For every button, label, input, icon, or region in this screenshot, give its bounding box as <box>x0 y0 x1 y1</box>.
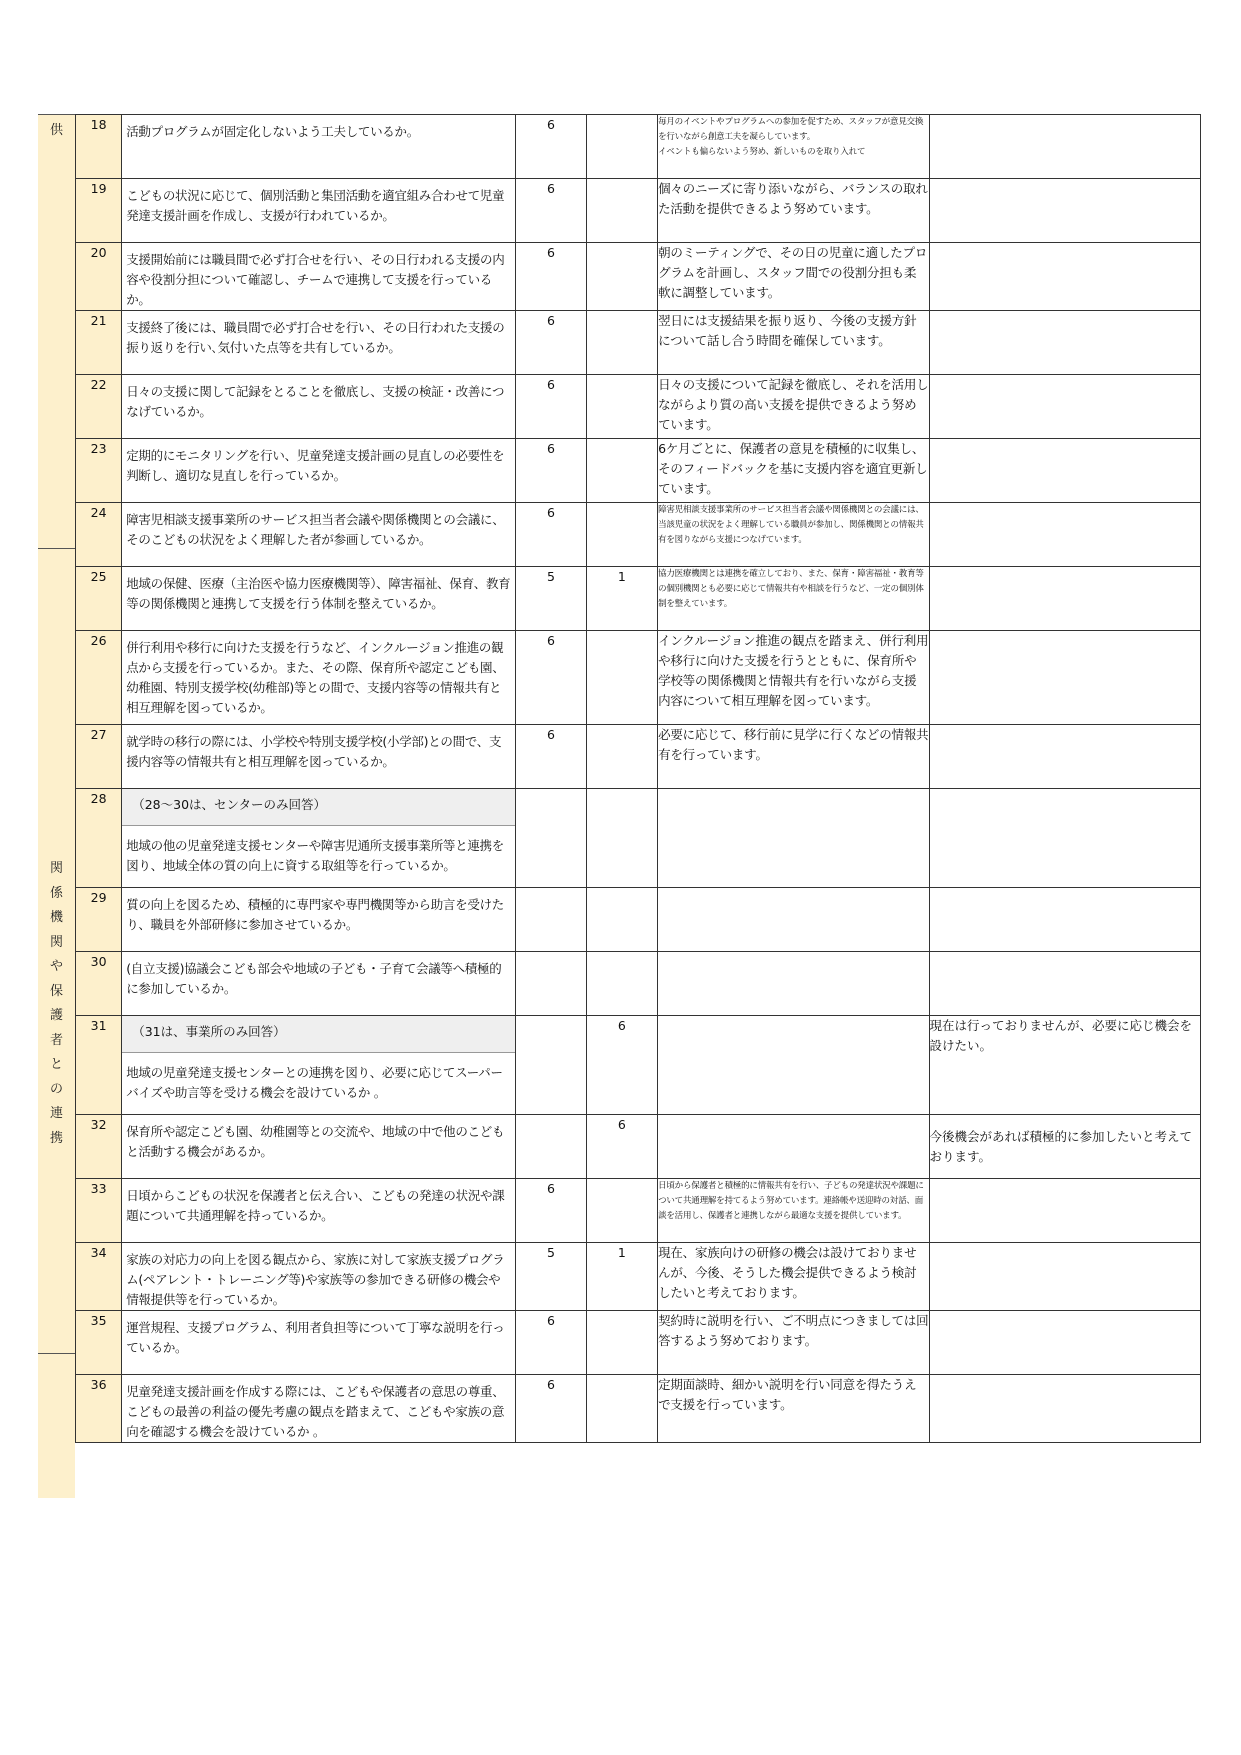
table-row <box>76 1311 1201 1375</box>
item-number: 34 <box>76 1243 122 1311</box>
no-count-value <box>587 311 657 315</box>
item-number: 28 <box>76 789 122 888</box>
comment-cell <box>658 1243 929 1311</box>
comment-text: 定期面談時、細かい説明を行い同意を得たうえで支援を行っています。 <box>658 1377 917 1412</box>
comment-cell <box>658 1311 929 1375</box>
no-count-value <box>587 1179 657 1183</box>
yes-count-value: 6 <box>547 245 555 260</box>
improvement-cell <box>929 503 1200 567</box>
improvement-cell <box>929 1243 1200 1311</box>
no-count <box>586 179 657 243</box>
table-row <box>76 725 1201 789</box>
no-count <box>586 503 657 567</box>
improvement-cell <box>929 1375 1200 1443</box>
answer-scope-note: （28～30は、センターのみ回答） <box>122 789 515 826</box>
table-row <box>76 179 1201 243</box>
comment-cell <box>658 375 929 439</box>
no-count-value <box>587 243 657 247</box>
improvement-cell <box>929 375 1200 439</box>
item-number: 20 <box>76 243 122 311</box>
comment-cell <box>658 503 929 567</box>
item-number: 21 <box>76 311 122 375</box>
yes-count-value: 6 <box>547 727 555 742</box>
question-cell <box>122 1375 516 1443</box>
no-count <box>586 1016 657 1115</box>
yes-count-value: 6 <box>547 377 555 392</box>
no-count-value <box>587 375 657 379</box>
yes-count-value: 6 <box>547 1181 555 1196</box>
improvement-cell <box>929 311 1200 375</box>
question-text: 地域の保健、医療（主治医や協力医療機関等）、障害福祉、保育、教育等の関係機関と連携して支援を行う体制を整えているか。 <box>126 576 511 611</box>
improvement-cell <box>929 1016 1200 1115</box>
question-cell <box>122 1243 516 1311</box>
yes-count-value: 5 <box>547 569 555 584</box>
no-count <box>586 1243 657 1311</box>
improvement-cell <box>929 631 1200 725</box>
question-cell <box>122 439 516 503</box>
table-row <box>76 1179 1201 1243</box>
table-row <box>76 952 1201 1016</box>
no-count <box>586 115 657 179</box>
question-cell <box>122 952 516 1016</box>
item-number: 29 <box>76 888 122 952</box>
no-count-value <box>587 503 657 507</box>
question-cell <box>122 375 516 439</box>
comment-text: 障害児相談支援事業所のサービス担当者会議や関係機関との会議には、当該児童の状況をよく理解している職員が参加し、関係機関との情報共有を図りながら支援につなげています。 <box>658 505 924 545</box>
comment-text: 日頃から保護者と積極的に情報共有を行い、子どもの発達状況や課題について共通理解を持てるよう努めています。連絡帳や送迎時の対話、面談を活用し、保護者と連携しながら最適な支援を提供しています。 <box>658 1181 924 1221</box>
question-cell <box>122 1311 516 1375</box>
table-row <box>76 1016 1201 1115</box>
question-cell <box>122 789 516 888</box>
question-cell <box>122 243 516 311</box>
no-count-value <box>587 888 657 892</box>
yes-count <box>516 631 586 725</box>
no-count-value <box>587 115 657 119</box>
question-text: 就学時の移行の際には、小学校や特別支援学校(小学部)との間で、支援内容等の情報共有と相互理解を図っているか。 <box>126 734 502 769</box>
question-text: 支援開始前には職員間で必ず打合せを行い、その日行われる支援の内容や役割分担について確認し、チームで連携して支援を行っているか。 <box>126 252 505 307</box>
answer-scope-note: （31は、事業所のみ回答） <box>122 1016 515 1053</box>
item-number: 27 <box>76 725 122 789</box>
yes-count-value: 6 <box>547 1377 555 1392</box>
question-cell <box>122 115 516 179</box>
comment-text: 個々のニーズに寄り添いながら、バランスの取れた活動を提供できるよう努めています。 <box>658 181 928 216</box>
question-text: 日頃からこどもの状況を保護者と伝え合い、こどもの発達の状況や課題について共通理解を持っているか。 <box>126 1188 505 1223</box>
table-row <box>76 567 1201 631</box>
comment-cell <box>658 952 929 1016</box>
no-count-value <box>587 1375 657 1379</box>
improvement-cell <box>929 1115 1200 1179</box>
category-column-provision <box>38 114 75 548</box>
yes-count-value: 6 <box>547 117 555 132</box>
no-count <box>586 1375 657 1443</box>
yes-count <box>516 888 586 952</box>
item-number: 18 <box>76 115 122 179</box>
no-count <box>586 631 657 725</box>
comment-cell <box>658 1016 929 1115</box>
no-count-value: 1 <box>617 1245 626 1260</box>
comment-text: 契約時に説明を行い、ご不明点につきましては回答するよう努めております。 <box>658 1313 929 1348</box>
item-number: 36 <box>76 1375 122 1443</box>
table-row <box>76 1243 1201 1311</box>
question-cell <box>122 1179 516 1243</box>
comment-cell <box>658 888 929 952</box>
question-text: 保育所や認定こども園、幼稚園等との交流や、地域の中で他のこどもと活動する機会があるか。 <box>126 1124 505 1159</box>
question-text: 家族の対応力の向上を図る観点から、家族に対して家族支援プログラム(ペアレント・トレーニング等)や家族等の参加できる研修の機会や情報提供等を行っているか。 <box>126 1252 505 1307</box>
category-label-cooperation-text: 関係機関や保護者との連携 <box>49 861 63 1146</box>
no-count-value <box>587 952 657 956</box>
question-text: (自立支援)協議会こども部会や地域の子ども・子育て会議等へ積極的に参加しているか。 <box>126 961 502 996</box>
yes-count-value: 6 <box>547 313 555 328</box>
item-number: 23 <box>76 439 122 503</box>
no-count-value <box>587 789 657 793</box>
comment-text: 必要に応じて、移行前に見学に行くなどの情報共有を行っています。 <box>658 727 929 762</box>
question-cell <box>122 1016 516 1115</box>
question-text: 地域の児童発達支援センターとの連携を図り、必要に応じてスーパーバイズや助言等を受ける機会を設けているか 。 <box>126 1065 503 1100</box>
yes-count <box>516 439 586 503</box>
question-text: 支援終了後には、職員間で必ず打合せを行い、その日行われた支援の振り返りを行い､気付いた点等を共有しているか。 <box>126 320 505 355</box>
comment-cell <box>658 311 929 375</box>
no-count <box>586 1311 657 1375</box>
comment-text: 現在、家族向けの研修の機会は設けておりませんが、今後、そうした機会提供できるよう検討したいと考えております。 <box>658 1245 917 1300</box>
comment-cell <box>658 243 929 311</box>
question-cell <box>122 631 516 725</box>
question-text: 運営規程、支援プログラム、利用者負担等について丁寧な説明を行っているか。 <box>126 1320 505 1355</box>
table-row <box>76 1375 1201 1443</box>
item-number: 25 <box>76 567 122 631</box>
yes-count-value: 6 <box>547 1313 555 1328</box>
improvement-cell <box>929 789 1200 888</box>
category-label-cooperation <box>38 857 75 1151</box>
evaluation-table-body <box>76 115 1201 1443</box>
question-text: 活動プログラムが固定化しないよう工夫しているか。 <box>126 124 419 139</box>
yes-count <box>516 1375 586 1443</box>
item-number: 26 <box>76 631 122 725</box>
yes-count <box>516 115 586 179</box>
no-count-value: 6 <box>617 1117 626 1132</box>
yes-count <box>516 1016 586 1115</box>
comment-cell <box>658 631 929 725</box>
improvement-cell <box>929 243 1200 311</box>
question-cell <box>122 311 516 375</box>
yes-count-value <box>516 952 585 956</box>
table-row <box>76 243 1201 311</box>
comment-cell <box>658 1375 929 1443</box>
improvement-cell <box>929 1179 1200 1243</box>
yes-count <box>516 789 586 888</box>
comment-cell <box>658 567 929 631</box>
yes-count <box>516 1243 586 1311</box>
comment-cell <box>658 789 929 888</box>
no-count-value: 1 <box>617 569 626 584</box>
yes-count-value <box>516 789 585 793</box>
no-count-value <box>587 1311 657 1315</box>
question-text: 質の向上を図るため、積極的に専門家や専門機関等から助言を受けたり、職員を外部研修に参加させているか。 <box>126 897 504 932</box>
item-number: 35 <box>76 1311 122 1375</box>
item-number: 33 <box>76 1179 122 1243</box>
no-count-value <box>587 631 657 635</box>
no-count <box>586 1179 657 1243</box>
question-cell <box>122 1115 516 1179</box>
question-text: こどもの状況に応じて、個別活動と集団活動を適宜組み合わせて児童発達支援計画を作成し、支援が行われているか。 <box>126 188 505 223</box>
yes-count <box>516 503 586 567</box>
question-cell <box>122 567 516 631</box>
question-text: 児童発達支援計画を作成する際には、こどもや保護者の意思の尊重、こどもの最善の利益の優先考慮の観点を踏まえて、こどもや家族の意向を確認する機会を設けているか 。 <box>126 1384 505 1439</box>
yes-count-value: 5 <box>547 1245 555 1260</box>
no-count-value: 6 <box>617 1018 626 1033</box>
improvement-cell <box>929 1311 1200 1375</box>
table-row <box>76 631 1201 725</box>
yes-count <box>516 311 586 375</box>
table-row <box>76 115 1201 179</box>
yes-count-value: 6 <box>547 181 555 196</box>
yes-count <box>516 243 586 311</box>
item-number: 32 <box>76 1115 122 1179</box>
category-column-explanation <box>38 1353 75 1498</box>
table-row <box>76 439 1201 503</box>
question-cell <box>122 888 516 952</box>
comment-cell <box>658 115 929 179</box>
no-count <box>586 243 657 311</box>
improvement-text: 今後機会があれば積極的に参加したいと考えております。 <box>929 1129 1193 1164</box>
no-count <box>586 725 657 789</box>
comment-text: 6ケ月ごとに、保護者の意見を積極的に収集し、そのフィードバックを基に支援内容を適宜更新しています。 <box>658 441 928 496</box>
table-row <box>76 1115 1201 1179</box>
comment-cell <box>658 725 929 789</box>
item-number: 19 <box>76 179 122 243</box>
question-text: 地域の他の児童発達支援センターや障害児通所支援事業所等と連携を図り、地域全体の質の向上に資する取組等を行っているか。 <box>126 838 504 873</box>
improvement-cell <box>929 179 1200 243</box>
improvement-cell <box>929 952 1200 1016</box>
yes-count-value: 6 <box>547 441 555 456</box>
table-row <box>76 375 1201 439</box>
yes-count <box>516 1179 586 1243</box>
table-row <box>76 789 1201 888</box>
category-label-provision: 供 <box>49 123 63 138</box>
yes-count <box>516 1115 586 1179</box>
yes-count-value: 6 <box>547 505 555 520</box>
evaluation-sheet <box>38 114 1201 1600</box>
comment-text: インクルージョン推進の観点を踏まえ、併行利用や移行に向けた支援を行うとともに、保育所や学校等の関係機関と情報共有を行いながら支援内容について相互理解を図っています。 <box>658 633 929 708</box>
improvement-cell <box>929 439 1200 503</box>
no-count <box>586 952 657 1016</box>
item-number: 22 <box>76 375 122 439</box>
improvement-cell <box>929 725 1200 789</box>
yes-count-value: 6 <box>547 633 555 648</box>
table-row <box>76 503 1201 567</box>
comment-text: 朝のミーティングで、その日の児童に適したプログラムを計画し、スタッフ間での役割分担も柔軟に調整しています。 <box>658 245 928 300</box>
no-count-value <box>587 439 657 443</box>
category-column-cooperation <box>38 548 75 1353</box>
no-count <box>586 567 657 631</box>
no-count-value <box>587 725 657 729</box>
question-text: 日々の支援に関して記録をとることを徹底し、支援の検証・改善につなげているか。 <box>126 384 505 419</box>
improvement-cell <box>929 115 1200 179</box>
table-row <box>76 888 1201 952</box>
improvement-cell <box>929 888 1200 952</box>
no-count <box>586 1115 657 1179</box>
yes-count <box>516 179 586 243</box>
yes-count <box>516 952 586 1016</box>
comment-cell <box>658 1115 929 1179</box>
yes-count-value <box>516 888 585 892</box>
comment-cell <box>658 1179 929 1243</box>
table-row <box>76 311 1201 375</box>
no-count <box>586 789 657 888</box>
yes-count <box>516 725 586 789</box>
no-count-value <box>587 179 657 183</box>
yes-count-value <box>516 1016 585 1020</box>
question-text: 定期的にモニタリングを行い、児童発達支援計画の見直しの必要性を判断し、適切な見直しを行っているか。 <box>126 448 505 483</box>
yes-count-value <box>516 1115 585 1119</box>
no-count <box>586 375 657 439</box>
no-count <box>586 439 657 503</box>
question-text: 障害児相談支援事業所のサービス担当者会議や関係機関との会議に、そのこどもの状況をよく理解した者が参画しているか。 <box>126 512 505 547</box>
yes-count <box>516 375 586 439</box>
comment-text: 毎月のイベントやプログラムへの参加を促すため、スタッフが意見交換を行いながら創意工夫を凝らしています。 イベントも偏らないよう努め、新しいものを取り入れて <box>658 117 924 157</box>
question-cell <box>122 503 516 567</box>
question-cell <box>122 725 516 789</box>
item-number: 30 <box>76 952 122 1016</box>
comment-text: 翌日には支援結果を振り返り、今後の支援方針について話し合う時間を確保しています。 <box>658 313 917 348</box>
improvement-cell <box>929 567 1200 631</box>
comment-cell <box>658 179 929 243</box>
no-count <box>586 311 657 375</box>
comment-text: 日々の支援について記録を徹底し、それを活用しながらより質の高い支援を提供できるよう努めています。 <box>658 377 929 432</box>
comment-text: 協力医療機関とは連携を確立しており、また、保育・障害福祉・教育等の個別機関とも必要に応じて情報共有や相談を行うなど、一定の個別体制を整えています。 <box>658 569 924 609</box>
item-number: 24 <box>76 503 122 567</box>
question-cell <box>122 179 516 243</box>
yes-count <box>516 567 586 631</box>
no-count <box>586 888 657 952</box>
item-number: 31 <box>76 1016 122 1115</box>
evaluation-table <box>75 114 1201 1443</box>
yes-count <box>516 1311 586 1375</box>
question-text: 併行利用や移行に向けた支援を行うなど、インクルージョン推進の観点から支援を行っているか。また、その際、保育所や認定こども園、幼稚園、特別支援学校(幼稚部)等との間で、支援内容等の情報共有と相互理解を図っているか。 <box>126 640 505 715</box>
comment-cell <box>658 439 929 503</box>
improvement-text: 現在は行っておりませんが、必要に応じ機会を設けたい。 <box>929 1018 1193 1053</box>
